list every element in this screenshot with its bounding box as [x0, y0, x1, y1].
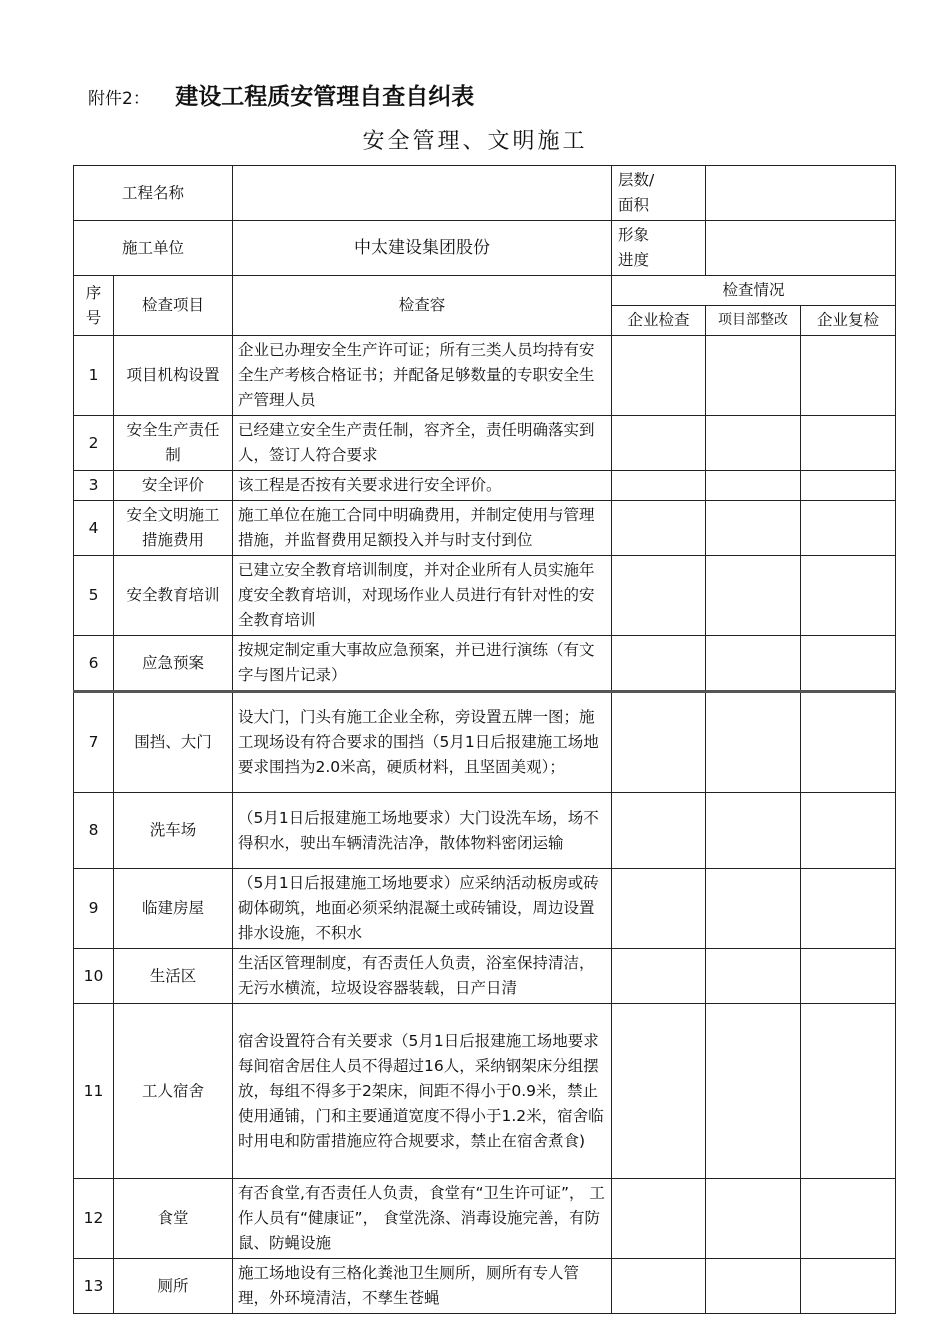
table-row	[74, 1259, 896, 1314]
enterprise-check-cell[interactable]	[612, 692, 706, 793]
document-title: 建设工程质安管理自查自纠表	[175, 84, 475, 110]
enterprise-recheck-cell[interactable]	[801, 636, 896, 692]
row-content: 生活区管理制度，有否责任人负责，浴室保持清洁，无污水横流，垃圾设容器装载，日产日清	[233, 949, 612, 1004]
dept-rectify-cell[interactable]	[706, 556, 801, 636]
row-item: 安全教育培训	[114, 556, 233, 636]
row-content: 已建立安全教育培训制度，并对企业所有人员实施年度安全教育培训，对现场作业人员进行有针对性的安全教育培训	[233, 556, 612, 636]
table-row	[74, 692, 896, 793]
enterprise-recheck-cell[interactable]	[801, 416, 896, 471]
row-no: 13	[74, 1259, 114, 1314]
dept-rectify-cell[interactable]	[706, 869, 801, 949]
enterprise-check-cell[interactable]	[612, 501, 706, 556]
table-row	[74, 793, 896, 869]
column-header-row	[74, 276, 896, 306]
enterprise-recheck-cell[interactable]	[801, 793, 896, 869]
table-row	[74, 416, 896, 471]
dept-rectify-cell[interactable]	[706, 501, 801, 556]
row-no: 9	[74, 869, 114, 949]
row-no: 11	[74, 1004, 114, 1179]
row-no: 2	[74, 416, 114, 471]
floors-area-value[interactable]	[706, 166, 896, 221]
row-no: 8	[74, 793, 114, 869]
table-row	[74, 471, 896, 501]
enterprise-check-cell[interactable]	[612, 793, 706, 869]
enterprise-recheck-header: 企业复检	[801, 306, 896, 336]
enterprise-recheck-cell[interactable]	[801, 471, 896, 501]
row-content: 企业已办理安全生产许可证；所有三类人员均持有安全生产考核合格证书；并配备足够数量的专职安全生产管理人员	[233, 336, 612, 416]
row-content: 施工场地设有三格化粪池卫生厕所，厕所有专人管理，外环境清洁，不孳生苍蝇	[233, 1259, 612, 1314]
enterprise-recheck-cell[interactable]	[801, 1259, 896, 1314]
dept-rectify-cell[interactable]	[706, 636, 801, 692]
dept-rectify-cell[interactable]	[706, 1004, 801, 1179]
row-no: 12	[74, 1179, 114, 1259]
table-row	[74, 636, 896, 692]
progress-label: 形象 进度	[612, 221, 706, 276]
dept-rectify-cell[interactable]	[706, 949, 801, 1004]
row-no: 10	[74, 949, 114, 1004]
row-no: 3	[74, 471, 114, 501]
row-no: 5	[74, 556, 114, 636]
row-item: 厕所	[114, 1259, 233, 1314]
status-header: 检查情况	[612, 276, 896, 306]
enterprise-check-cell[interactable]	[612, 556, 706, 636]
item-header: 检查项目	[114, 276, 233, 336]
row-content: 该工程是否按有关要求进行安全评价。	[233, 471, 612, 501]
enterprise-check-cell[interactable]	[612, 1179, 706, 1259]
row-content: （5月1日后报建施工场地要求）应采纳活动板房或砖砌体砌筑，地面必须采纳混凝土或砖铺设，周边设置排水设施，不积水	[233, 869, 612, 949]
dept-rectify-cell[interactable]	[706, 416, 801, 471]
row-content: （5月1日后报建施工场地要求）大门设洗车场，场不得积水，驶出车辆清洗洁净，散体物料密闭运输	[233, 793, 612, 869]
row-item: 围挡、大门	[114, 692, 233, 793]
table-row	[74, 501, 896, 556]
document-header	[88, 78, 474, 111]
enterprise-recheck-cell[interactable]	[801, 692, 896, 793]
contractor-value[interactable]: 中太建设集团股份	[233, 221, 612, 276]
row-no: 1	[74, 336, 114, 416]
enterprise-check-cell[interactable]	[612, 949, 706, 1004]
dept-rectify-header: 项目部整改	[706, 306, 801, 336]
dept-rectify-cell[interactable]	[706, 1179, 801, 1259]
table-row	[74, 869, 896, 949]
enterprise-check-cell[interactable]	[612, 336, 706, 416]
contractor-label: 施工单位	[74, 221, 233, 276]
dept-rectify-cell[interactable]	[706, 471, 801, 501]
dept-rectify-cell[interactable]	[706, 336, 801, 416]
progress-value[interactable]	[706, 221, 896, 276]
row-item: 安全生产责任制	[114, 416, 233, 471]
enterprise-recheck-cell[interactable]	[801, 1179, 896, 1259]
row-item: 洗车场	[114, 793, 233, 869]
row-no: 4	[74, 501, 114, 556]
row-content: 已经建立安全生产责任制，容齐全，责任明确落实到人，签订人符合要求	[233, 416, 612, 471]
dept-rectify-cell[interactable]	[706, 793, 801, 869]
row-item: 食堂	[114, 1179, 233, 1259]
row-item: 生活区	[114, 949, 233, 1004]
floors-area-label: 层数/ 面积	[612, 166, 706, 221]
table-row	[74, 1179, 896, 1259]
row-content: 宿舍设置符合有关要求（5月1日后报建施工场地要求 每间宿舍居住人员不得超过16人，采纳钢架床分组摆放，每组不得多于2架床，间距不得小于0.9米，禁止使用通铺，门和主要通道宽度不得小于1.2米，宿舍临时用电和防雷措施应符合规要求，禁止在宿舍煮食)	[233, 1004, 612, 1179]
row-content: 按规定制定重大事故应急预案，并已进行演练（有文字与图片记录）	[233, 636, 612, 692]
enterprise-recheck-cell[interactable]	[801, 1004, 896, 1179]
enterprise-recheck-cell[interactable]	[801, 556, 896, 636]
document-subtitle: 安全管理、文明施工	[362, 129, 588, 154]
row-item: 安全文明施工措施费用	[114, 501, 233, 556]
row-no: 6	[74, 636, 114, 692]
table-row	[74, 949, 896, 1004]
table-row	[74, 556, 896, 636]
enterprise-recheck-cell[interactable]	[801, 949, 896, 1004]
row-item: 安全评价	[114, 471, 233, 501]
enterprise-check-header: 企业检查	[612, 306, 706, 336]
row-item: 临建房屋	[114, 869, 233, 949]
row-item: 项目机构设置	[114, 336, 233, 416]
dept-rectify-cell[interactable]	[706, 1259, 801, 1314]
row-content: 施工单位在施工合同中明确费用，并制定使用与管理措施，并监督费用足额投入并与时支付到位	[233, 501, 612, 556]
enterprise-check-cell[interactable]	[612, 636, 706, 692]
table-row	[74, 336, 896, 416]
enterprise-check-cell[interactable]	[612, 869, 706, 949]
row-item: 应急预案	[114, 636, 233, 692]
enterprise-check-cell[interactable]	[612, 416, 706, 471]
project-name-row	[74, 166, 896, 221]
row-item: 工人宿舍	[114, 1004, 233, 1179]
project-name-value[interactable]	[233, 166, 612, 221]
enterprise-check-cell[interactable]	[612, 471, 706, 501]
attachment-label: 附件2：	[88, 89, 150, 109]
row-no: 7	[74, 692, 114, 793]
seq-header: 序 号	[74, 276, 114, 336]
project-name-label: 工程名称	[74, 166, 233, 221]
enterprise-recheck-cell[interactable]	[801, 869, 896, 949]
enterprise-recheck-cell[interactable]	[801, 501, 896, 556]
enterprise-recheck-cell[interactable]	[801, 336, 896, 416]
row-content: 设大门，门头有施工企业全称，旁设置五牌一图；施工现场设有符合要求的围挡（5月1日后报建施工场地要求围挡为2.0米高，硬质材料，且坚固美观）；	[233, 692, 612, 793]
row-content: 有否食堂,有否责任人负责，食堂有“卫生许可证”， 工作人员有“健康证”， 食堂洗涤、消毒设施完善，有防鼠、防蝇设施	[233, 1179, 612, 1259]
dept-rectify-cell[interactable]	[706, 692, 801, 793]
contractor-row	[74, 221, 896, 276]
content-header: 检查容	[233, 276, 612, 336]
enterprise-check-cell[interactable]	[612, 1259, 706, 1314]
table-row	[74, 1004, 896, 1179]
inspection-table	[73, 165, 896, 1314]
enterprise-check-cell[interactable]	[612, 1004, 706, 1179]
